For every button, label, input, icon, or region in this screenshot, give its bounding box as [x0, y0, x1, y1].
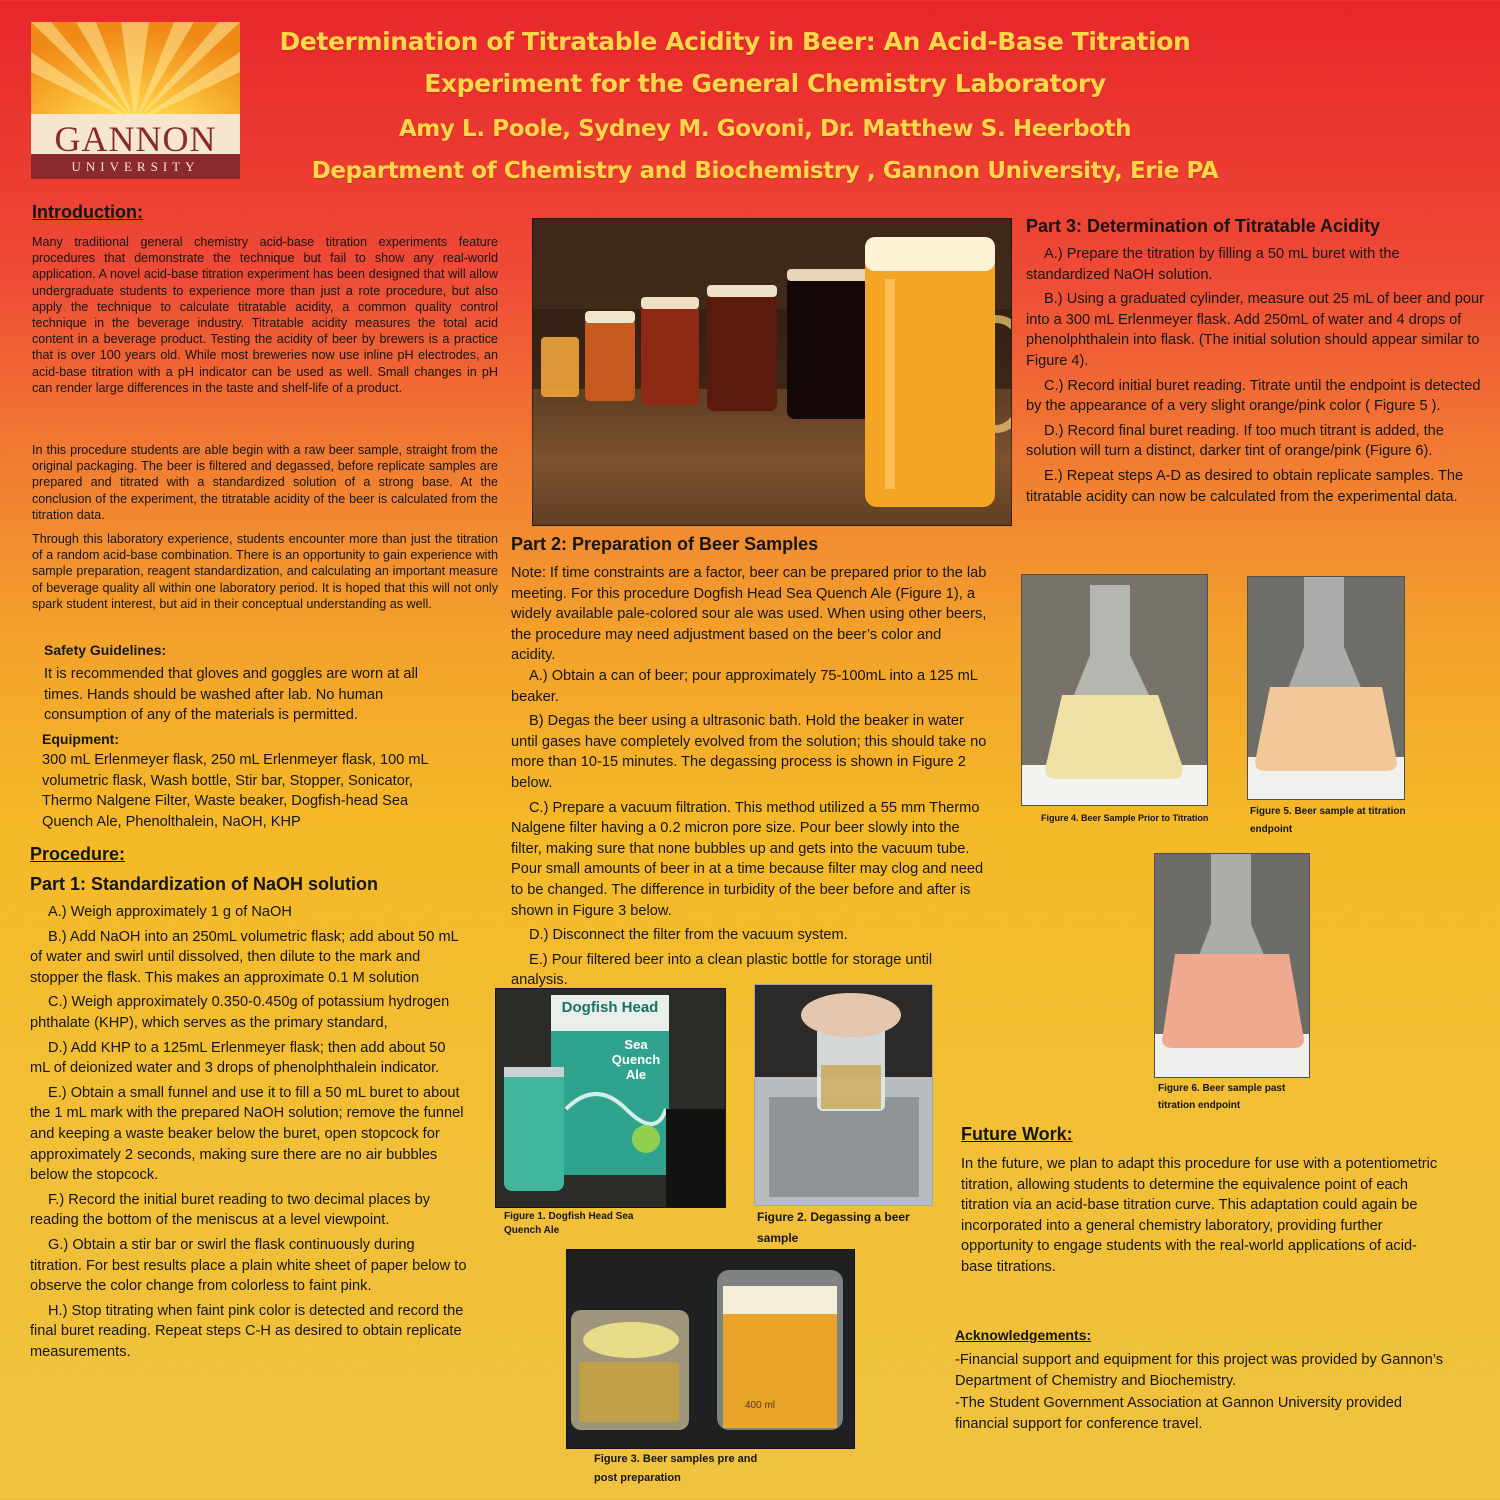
equipment-heading: Equipment:: [42, 731, 119, 747]
poster-title-line-1: Determination of Titratable Acidity in Beer: An Acid-Base Titration: [279, 27, 1191, 56]
part1-step-b: B.) Add NaOH into an 250mL volumetric flask; add about 50 mL of water and swirl until dissolved, then dilute to the mark and stopper the flask. This makes an approximate 0.1 M solution: [30, 928, 459, 986]
equipment-text: 300 mL Erlenmeyer flask, 250 mL Erlenmeyer flask, 100 mL volumetric flask, Wash bottle, Stir bar, Stopper, Sonicator, Thermo Nalgene Filter, Waste beaker, Dogfish-head Sea Quench Ale, Phenolthalein, NaOH, KHP: [42, 752, 429, 830]
can-brand-label: Dogfish Head: [561, 999, 659, 1016]
figure-6-photo: [1154, 853, 1310, 1078]
figure-2-caption: Figure 2. Degassing a beer sample: [757, 1210, 910, 1245]
part1-step-d: D.) Add KHP to a 125mL Erlenmeyer flask; then add about 50 mL of deionized water and 3 drops of phenolphthalein indicator.: [30, 1039, 446, 1077]
figure-3-photo: [566, 1249, 855, 1449]
poster-authors: Amy L. Poole, Sydney M. Govoni, Dr. Matthew S. Heerboth: [398, 116, 1132, 142]
part2-step-d: D.) Disconnect the filter from the vacuum system.: [529, 927, 848, 944]
figure-4-photo: [1021, 574, 1208, 806]
procedure-heading: Procedure:: [30, 844, 126, 864]
part2-step-e: E.) Pour filtered beer into a clean plastic bottle for storage until analysis.: [511, 951, 933, 989]
part1-heading: Part 1: Standardization of NaOH solution: [30, 874, 379, 894]
beer-mugs-photo: [532, 218, 1012, 526]
beaker-volume-mark: 400 ml: [745, 1400, 776, 1411]
part3-step-b: B.) Using a graduated cylinder, measure out 25 mL of beer and pour into a 300 mL Erlenmeyer flask. Add 250mL of water and 4 drops of phenolphthalein into flask. (The initial solution should appear similar to Figure 4).: [1026, 291, 1484, 369]
part2-steps: [511, 666, 989, 995]
part1-step-e: E.) Obtain a small funnel and use it to fill a 50 mL buret to about the 1 mL mark with the prepared NaOH solution; remove the funnel and keeping a waste beaker below the buret, open stopcock for approximately 2 seconds, making sure there are no air bubbles below the stopcock.: [30, 1084, 464, 1184]
safety-heading: Safety Guidelines:: [44, 642, 167, 658]
can-name-label: Sea Quench Ale: [611, 1037, 661, 1082]
introduction-paragraph-2: In this procedure students are able begin with a raw beer sample, straight from the original packaging. The beer is filtered and degassed, before replicate samples are prepared and titrated with a standardized solution of a strong base. At the conclusion of the experiment, the titratable acidity of the beer is calculated from the titration data.: [32, 443, 498, 522]
introduction-heading: Introduction:: [32, 202, 143, 222]
poster-title-line-2: Experiment for the General Chemistry Laboratory: [424, 69, 1106, 98]
part2-step-a: A.) Obtain a can of beer; pour approximately 75-100mL into a 125 mL beaker.: [511, 668, 978, 705]
part3-step-d: D.) Record final buret reading. If too much titrant is added, the solution will turn a distinct, darker tint of orange/pink (Figure 6).: [1026, 422, 1444, 460]
part1-step-a: A.) Weigh approximately 1 g of NaOH: [48, 904, 292, 920]
logo-wordmark: GANNON: [54, 119, 217, 159]
part3-step-e: E.) Repeat steps A-D as desired to obtain replicate samples. The titratable acidity can now be calculated from the experimental data.: [1026, 467, 1464, 505]
figure-3-caption: Figure 3. Beer samples pre and post preparation: [594, 1453, 758, 1484]
introduction-paragraph-3: Through this laboratory experience, students encounter more than just the titration of a random acid-base combination. There is an opportunity to gain experience with sample preparation, reagent standardization, and calculating an important measure of beverage quality all within one laboratory period. It is hoped that this will not only spark student interest, but aid in their conceptual understanding as well.: [32, 532, 498, 611]
figure-1-photo: [495, 988, 726, 1208]
figure-6-caption: Figure 6. Beer sample past titration endpoint: [1158, 1083, 1286, 1111]
part2-step-c: C.) Prepare a vacuum filtration. This method utilized a 55 mm Thermo Nalgene filter having a 0.2 micron pore size. Pour beer slowly into the filter, making sure that none bubbles up and gets into the vacuum tube. Pour small amounts of beer in at a time because filter may clog and need to be changed. The difference in turbidity of the beer before and after is shown in Figure 3 below.: [511, 799, 984, 919]
part3-step-a: A.) Prepare the titration by filling a 50 mL buret with the standardized NaOH solution.: [1026, 246, 1400, 283]
part1-step-h: H.) Stop titrating when faint pink color is detected and record the final buret reading. Repeat steps C-H as desired to obtain replicate measurements.: [30, 1302, 464, 1360]
part2-note: Note: If time constraints are a factor, beer can be prepared prior to the lab meeting. For this procedure Dogfish Head Sea Quench Ale (Figure 1), a widely available pale-colored sour ale was used. When using other beers, the procedure may need adjustment based on the beer’s color and acidity.: [511, 565, 987, 664]
part3-steps: [1026, 244, 1484, 511]
part2-step-b: B) Degas the beer using a ultrasonic bath. Hold the beaker in water until gases have completely evolved from the solution; this should take no more than 10-15 minutes. The degassing process is shown in Figure 2 below.: [511, 713, 987, 791]
acknowledgement-2: -The Student Government Association at Gannon University provided financial support for conference travel.: [955, 1395, 1402, 1432]
logo-subtitle: UNIVERSITY: [71, 159, 200, 174]
part3-step-c: C.) Record initial buret reading. Titrate until the endpoint is detected by the appearance of a very slight orange/pink color ( Figure 5 ).: [1026, 377, 1481, 415]
figure-5-caption: Figure 5. Beer sample at titration endpoint: [1250, 806, 1406, 835]
part2-heading: Part 2: Preparation of Beer Samples: [511, 534, 819, 554]
figure-2-photo: [754, 984, 933, 1206]
part3-heading: Part 3: Determination of Titratable Acidity: [1026, 216, 1381, 236]
figure-4-caption: Figure 4. Beer Sample Prior to Titration: [1041, 813, 1209, 823]
part1-steps: [30, 902, 468, 1366]
poster-affiliation: Department of Chemistry and Biochemistry , Gannon University, Erie PA: [311, 158, 1219, 184]
future-work-text: In the future, we plan to adapt this procedure for use with a potentiometric titration, allowing students to determine the equivalence point of each titration via an acid-base titration curve. This adaptation could again be incorporated into a general chemistry laboratory, providing further opportunity to engage students with the real-world applications of acid-base titrations.: [961, 1156, 1438, 1275]
acknowledgements-heading: Acknowledgements:: [955, 1327, 1092, 1343]
figure-1-caption: Figure 1. Dogfish Head Sea Quench Ale: [504, 1211, 634, 1236]
future-work-heading: Future Work:: [961, 1124, 1073, 1144]
introduction-paragraph-1: Many traditional general chemistry acid-base titration experiments feature procedures that demonstrate the technique but fail to show any real-world application. A novel acid-base titration experiment has been designed that will allow undergraduate students to experience more than just a rote procedure, but also apply the technique to calculate titratable acidity, a common quality control technique in the beverage industry. Titratable acidity measures the total acid content in a beverage product. Testing the acidity of beer by brewers is a practice that is over 100 years old. While most breweries now use inline pH electrodes, an acid-base titration with a pH indicator can be used as well. Small changes in pH can render large differences in the taste and shelf-life of a product.: [32, 235, 498, 395]
safety-text: It is recommended that gloves and goggles are worn at all times. Hands should be washed after lab. No human consumption of any of the materials is permitted.: [44, 666, 418, 724]
figure-5-photo: [1247, 576, 1405, 800]
acknowledgement-1: -Financial support and equipment for this project was provided by Gannon’s Department of Chemistry and Biochemistry.: [955, 1352, 1444, 1389]
part1-step-c: C.) Weigh approximately 0.350-0.450g of potassium hydrogen phthalate (KHP), which serves as the primary standard,: [30, 994, 450, 1031]
part1-step-f: F.) Record the initial buret reading to two decimal places by reading the bottom of the meniscus at a level viewpoint.: [30, 1191, 431, 1229]
part1-step-g: G.) Obtain a stir bar or swirl the flask continuously during titration. For best results place a plain white sheet of paper below to observe the color change from colorless to faint pink.: [30, 1236, 467, 1295]
